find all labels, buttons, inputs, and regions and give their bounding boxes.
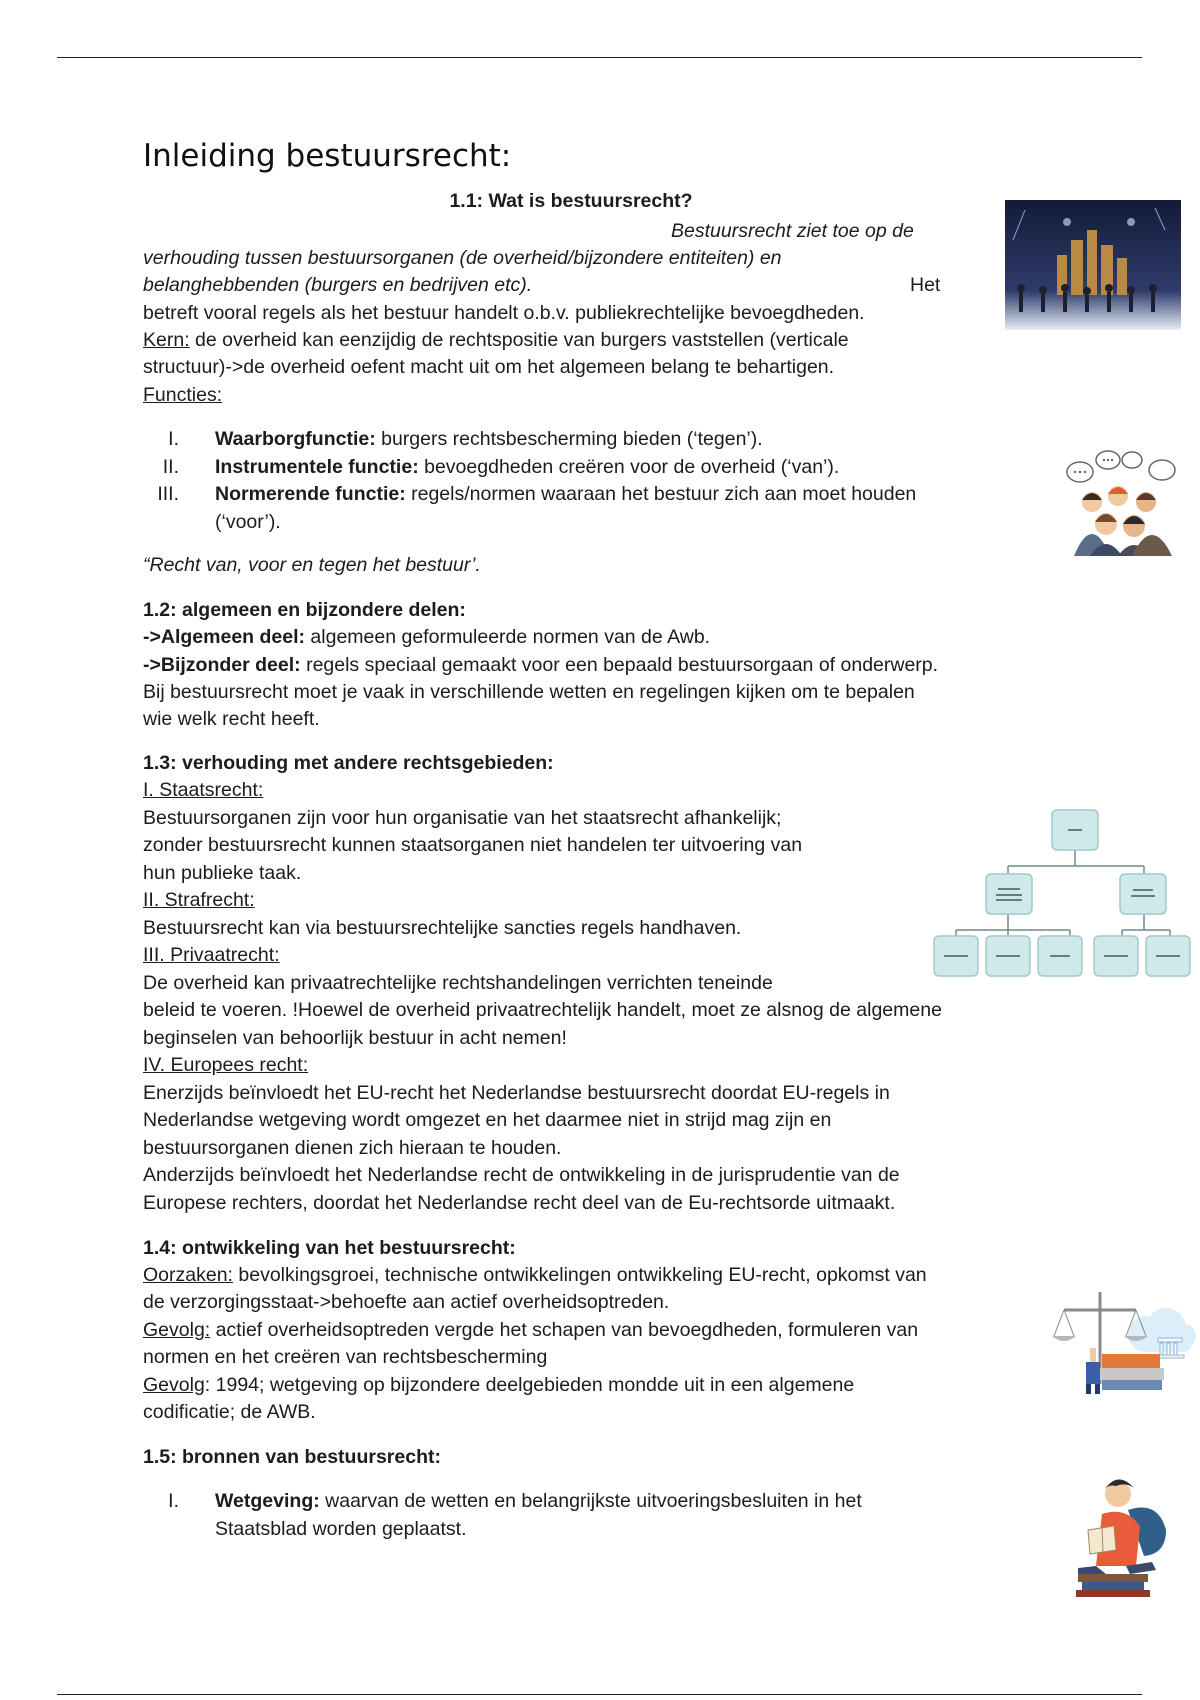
function-term: Instrumentele functie: xyxy=(215,455,419,478)
bronnen-list xyxy=(143,1488,862,1543)
europees-line-4: Anderzijds beïnvloedt het Nederlandse recht de ontwikkeling in de jurisprudentie van de xyxy=(143,1164,900,1186)
section-1-2-heading: 1.2: algemeen en bijzondere delen: xyxy=(143,599,466,621)
functies-label: Functies: xyxy=(143,384,223,406)
s12-paragraph-line-1: Bij bestuursrecht moet je vaak in verschillende wetten en regelingen kijken om te bepalen xyxy=(143,681,915,703)
bijzonder-text: regels speciaal gemaakt voor een bepaald bestuursorgaan of onderwerp. xyxy=(300,654,939,676)
section-1-5-heading: 1.5: bronnen van bestuursrecht: xyxy=(143,1446,441,1468)
bron-item xyxy=(143,1488,862,1516)
section-1-1-heading: 1.1: Wat is bestuursrecht? xyxy=(449,190,693,212)
scale-law-books-illustration xyxy=(1050,1288,1196,1396)
algemeen-text: algemeen geformuleerde normen van de Awb. xyxy=(305,626,711,648)
europees-line-2: Nederlandse wetgeving wordt omgezet en het daarmee niet in strijd mag zijn en xyxy=(143,1109,832,1131)
oorzaken-line-2: de verzorgingsstaat->behoefte aan actief overheidsoptreden. xyxy=(143,1291,670,1313)
algemeen-term: ->Algemeen deel: xyxy=(143,626,306,648)
law-hierarchy-diagram xyxy=(930,806,1195,978)
algemeen-deel-line xyxy=(143,624,710,652)
europees-line-3: bestuursorganen dienen zich hieraan te houden. xyxy=(143,1137,562,1159)
quote: “Recht van, voor en tegen het bestuur’. xyxy=(143,554,481,576)
bijzonder-deel-line xyxy=(143,652,938,680)
kern-text: de overheid kan eenzijdig de rechtspositie van burgers vaststellen (verticale xyxy=(189,329,849,351)
people-group-speech-illustration xyxy=(1062,444,1182,556)
footer-rule xyxy=(57,1694,1142,1695)
bron-term: Wetgeving: xyxy=(215,1490,320,1512)
s11-intro-line-1: Bestuursrecht ziet toe op de xyxy=(671,220,914,242)
oorzaken-line-1 xyxy=(143,1262,927,1290)
section-1-4-heading: 1.4: ontwikkeling van het bestuursrecht: xyxy=(143,1237,516,1259)
staatsrecht-line-2: zonder bestuursrecht kunnen staatsorganen niet handelen ter uitvoering van xyxy=(143,834,803,856)
privaatrecht-label: III. Privaatrecht: xyxy=(143,944,280,966)
section-1-3-heading: 1.3: verhouding met andere rechtsgebieden: xyxy=(143,752,554,774)
item-number: I. xyxy=(168,1490,179,1512)
bijzonder-term: ->Bijzonder deel: xyxy=(143,654,301,676)
function-item xyxy=(143,426,916,454)
staatsrecht-line-1: Bestuursorganen zijn voor hun organisatie van het staatsrecht afhankelijk; xyxy=(143,807,782,829)
s12-paragraph-line-2: wie welk recht heeft. xyxy=(143,708,320,730)
strafrecht-label: II. Strafrecht: xyxy=(143,889,255,911)
europees-recht-label: IV. Europees recht: xyxy=(143,1054,309,1076)
privaatrecht-line-3: beginselen van behoorlijk bestuur in acht nemen! xyxy=(143,1027,567,1049)
function-text-continued: (‘voor’). xyxy=(215,510,281,533)
item-number: III. xyxy=(157,483,179,505)
staatsrecht-label: I. Staatsrecht: xyxy=(143,779,264,801)
student-reading-illustration xyxy=(1066,1470,1180,1598)
functions-list xyxy=(143,426,916,536)
gevolg-1-label: Gevolg: xyxy=(143,1319,211,1341)
gevolg-2-line-2: codificatie; de AWB. xyxy=(143,1401,316,1423)
s11-paragraph-2: betreft vooral regels als het bestuur handelt o.b.v. publiekrechtelijke bevoegdheden. xyxy=(143,302,865,324)
privaatrecht-line-1: De overheid kan privaatrechtelijke rechtshandelingen verrichten teneinde xyxy=(143,972,773,994)
item-number: II. xyxy=(162,455,179,478)
function-text: burgers rechtsbescherming bieden (‘tegen’). xyxy=(375,428,763,450)
gevolg-2-text: : 1994; wetgeving op bijzondere deelgebieden mondde uit in een algemene xyxy=(204,1374,855,1396)
staatsrecht-line-3: hun publieke taak. xyxy=(143,862,302,884)
europees-line-5: Europese rechters, doordat het Nederlandse recht deel van de Eu-rechtsorde uitmaakt. xyxy=(143,1192,896,1214)
gevolg-2-label: Gevolg xyxy=(143,1374,205,1396)
oorzaken-label: Oorzaken: xyxy=(143,1264,233,1286)
strafrecht-line-1: Bestuursrecht kan via bestuursrechtelijke sancties regels handhaven. xyxy=(143,917,742,939)
function-text: bevoegdheden creëren voor de overheid (‘van’). xyxy=(418,455,840,478)
function-term: Normerende functie: xyxy=(215,483,406,505)
function-item xyxy=(143,481,916,509)
bron-text: waarvan de wetten en belangrijkste uitvoeringsbesluiten in het xyxy=(319,1490,862,1512)
privaatrecht-line-2: beleid te voeren. !Hoewel de overheid privaatrechtelijk handelt, moet ze alsnog de algemene xyxy=(143,999,942,1021)
s11-kern-line-1 xyxy=(143,327,849,355)
kern-label: Kern: xyxy=(143,329,190,351)
s11-het-word: Het xyxy=(910,274,941,296)
gevolg-1-line-1 xyxy=(143,1317,918,1345)
bron-text-continued: Staatsblad worden geplaatst. xyxy=(215,1517,467,1540)
function-item-continued xyxy=(143,509,916,537)
item-number: I. xyxy=(168,428,179,450)
function-term: Waarborgfunctie: xyxy=(215,428,376,450)
europees-line-1: Enerzijds beïnvloedt het EU-recht het Nederlandse bestuursrecht doordat EU-regels in xyxy=(143,1082,890,1104)
city-crowd-illustration xyxy=(1005,200,1181,330)
bron-item-continued xyxy=(143,1516,862,1544)
s11-intro-line-3: belanghebbenden (burgers en bedrijven etc). xyxy=(143,274,533,296)
oorzaken-text: bevolkingsgroei, technische ontwikkelingen ontwikkeling EU-recht, opkomst van xyxy=(232,1264,927,1286)
gevolg-1-line-2: normen en het creëren van rechtsbescherming xyxy=(143,1346,548,1368)
function-item xyxy=(143,454,916,482)
s11-kern-line-2: structuur)->de overheid oefent macht uit om het algemeen belang te behartigen. xyxy=(143,356,835,378)
function-text: regels/normen waaraan het bestuur zich aan moet houden xyxy=(405,483,917,505)
header-rule xyxy=(57,57,1142,58)
page-title: Inleiding bestuursrecht: xyxy=(143,138,512,174)
gevolg-1-text: actief overheidsoptreden vergde het schapen van bevoegdheden, formuleren van xyxy=(210,1319,919,1341)
s11-intro-line-2: verhouding tussen bestuursorganen (de overheid/bijzondere entiteiten) en xyxy=(143,247,782,269)
gevolg-2-line-1 xyxy=(143,1372,854,1400)
